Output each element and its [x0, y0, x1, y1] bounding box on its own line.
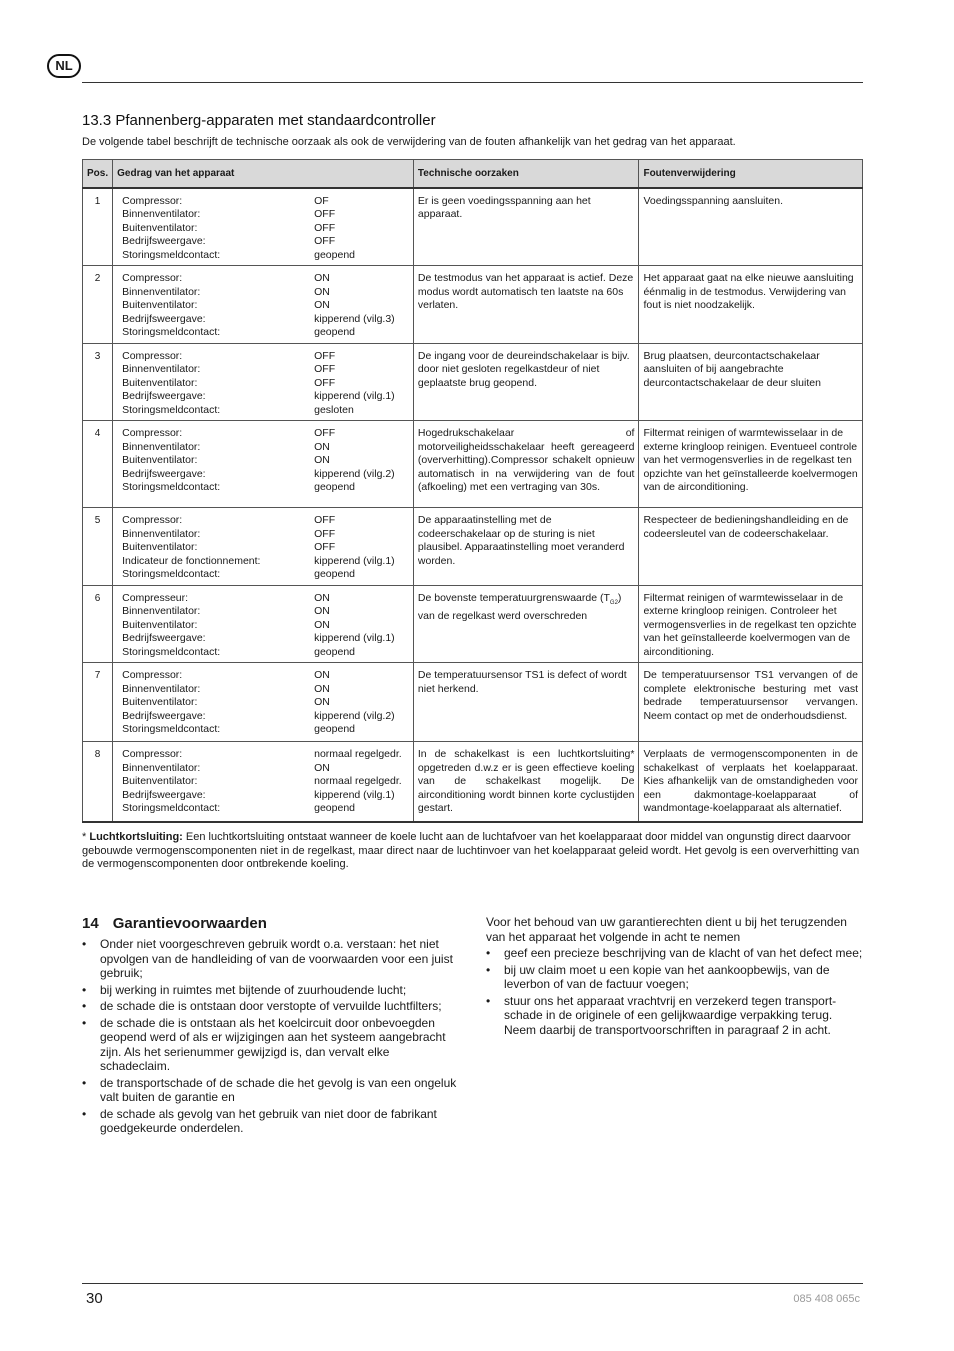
behavior-line: [122, 541, 409, 555]
behavior-value: ON: [314, 618, 330, 631]
table-row: [83, 421, 863, 508]
row-behavior: [113, 663, 414, 742]
behavior-key: Compressor:: [122, 427, 183, 439]
row-remedy: Filtermat reinigen of warmtewisselaar in de externe kringloop reinigen. Eventueel controle van het vermogensverlies in de regelkast ten opzichte van het geïnstalleerde koelvermogen van de airconditioning.: [639, 421, 863, 508]
behavior-line: [122, 363, 409, 377]
table-row: [83, 742, 863, 822]
list-item-text: de schade die is ontstaan als het koelcircuit door onbevoegden geopend werd of als er wijzigingen aan het systeem aangebracht zijn. Als het serienummer gewijzigd is, dan vervalt elke schadeclaim.: [100, 1015, 446, 1073]
list-item: [82, 937, 458, 981]
behavior-value: ON: [314, 682, 330, 695]
row-remedy: Verplaats de vermogenscomponenten in de schakelkast of verplaats het koelapparaat. Kies afhankelijk van de omstandigheden voor een dakmontage-koelapparaat of wandmontage-koelapparaat als alternatief.: [639, 742, 863, 822]
behavior-line: [122, 313, 409, 327]
row-behavior: [113, 188, 414, 266]
warranty-left-list: [82, 937, 458, 1136]
document-code: 085 408 065c: [793, 1293, 860, 1305]
behavior-line: [122, 468, 409, 482]
list-item-text: geef een precieze beschrijving van de klacht of van het defect mee;: [504, 946, 863, 960]
behavior-line: [122, 208, 409, 222]
behavior-line: [122, 514, 409, 528]
behavior-key: Storingsmeldcontact:: [122, 481, 221, 493]
bullet-glyph: •: [82, 1015, 87, 1030]
behavior-value: OFF: [314, 527, 336, 540]
row-remedy: Het apparaat gaat na elke nieuwe aansluiting éénmalig in de testmodus. Verwijdering van fout is niet noodzakelijk.: [639, 266, 863, 344]
behavior-key: Storingsmeldcontact:: [122, 802, 221, 814]
list-item: [82, 1107, 458, 1136]
behavior-value: ON: [314, 285, 330, 298]
behavior-key: Buitenventilator:: [122, 454, 198, 466]
row-pos: 3: [83, 343, 113, 421]
header-remedy: Foutenverwijdering: [639, 160, 863, 188]
row-pos: 4: [83, 421, 113, 508]
behavior-value: geopend: [314, 481, 356, 493]
row-pos: 6: [83, 585, 113, 663]
footnote: [82, 831, 864, 872]
behavior-key: Compressor:: [122, 669, 183, 681]
behavior-key: Storingsmeldcontact:: [122, 645, 221, 658]
behavior-line: [122, 222, 409, 236]
table-row: [83, 508, 863, 586]
behavior-value: OFF: [314, 349, 336, 362]
row-cause: Hogedrukschakelaar of motorveiligheidsschakelaar heeft gereageerd (oververhitting).Compressor schakelt opnieuw automatisch in na verwijdering van de fout (afkoeling) met een vertraging van 30s.: [413, 421, 639, 508]
behavior-value: normaal regelgedr.: [314, 748, 402, 760]
row-behavior: [113, 508, 414, 586]
list-item-text: stuur ons het apparaat vrachtvrij en verzekerd tegen transport-schade in de originele of een gelijkwaardige verpakking terug. Neem daarbij de transportvoorschriften in paragraaf 2 in acht.: [504, 993, 837, 1037]
list-item-text: Onder niet voorgeschreven gebruik wordt o.a. verstaan: het niet opvolgen van de handleiding of van de voorwaarden voor een juist gebruik;: [100, 937, 453, 980]
row-behavior: [113, 343, 414, 421]
row-cause: De ingang voor de deureindschakelaar is bijv. door niet gesloten regelkastdeur of niet geplaatste brug geopend.: [413, 343, 639, 421]
behavior-key: Binnenventilator:: [122, 761, 201, 774]
behavior-value: geopend: [314, 248, 356, 261]
bullet-glyph: •: [82, 999, 87, 1013]
row-remedy: De temperatuursensor TS1 vervangen of de complete elektronische besturing met vast bedrade temperatuursensor vervangen. Neem contact op met de onderhoudsdienst.: [639, 663, 863, 742]
behavior-value: OF: [314, 194, 329, 207]
behavior-value: geopend: [314, 802, 356, 814]
behavior-line: [122, 427, 409, 441]
page-number: 30: [86, 1290, 103, 1307]
behavior-value: ON: [314, 605, 330, 617]
behavior-key: Bedrijfsweergave:: [122, 467, 206, 480]
row-cause: De temperatuursensor TS1 is defect of wordt niet herkend.: [413, 663, 639, 742]
behavior-value: ON: [314, 591, 330, 604]
behavior-line: [122, 710, 409, 724]
table-row: [83, 585, 863, 663]
section-title: 13.3 Pfannenberg-apparaten met standaardcontroller: [82, 112, 436, 129]
behavior-value: OFF: [314, 363, 336, 375]
cause-text-end: ) van de regelkast werd overschreden: [417, 591, 622, 623]
list-item-text: de transportschade of de schade die het gevolg is van een ongeluk valt buiten de garantie en: [100, 1075, 457, 1104]
header-behavior: Gedrag van het apparaat: [113, 160, 414, 188]
bullet-glyph: •: [486, 993, 491, 1008]
behavior-line: [122, 669, 409, 683]
behavior-key: Storingsmeldcontact:: [122, 568, 221, 580]
behavior-value: OFF: [314, 235, 336, 247]
behavior-line: [122, 195, 409, 209]
behavior-line: [122, 441, 409, 455]
behavior-value: kipperend (vilg.2): [314, 467, 395, 480]
row-cause: [413, 585, 639, 663]
behavior-key: Compressor:: [122, 349, 183, 362]
behavior-key: Buitenventilator:: [122, 775, 198, 787]
behavior-line: [122, 646, 409, 660]
bullet-glyph: •: [486, 946, 491, 960]
behavior-value: OFF: [314, 541, 336, 553]
behavior-key: Bedrijfsweergave:: [122, 788, 206, 801]
list-item: [486, 946, 864, 961]
behavior-line: [122, 775, 409, 789]
row-pos: 7: [83, 663, 113, 742]
behavior-line: [122, 632, 409, 646]
behavior-line: [122, 555, 409, 569]
row-behavior: [113, 266, 414, 344]
behavior-key: Bedrijfsweergave:: [122, 709, 206, 722]
behavior-value: kipperend (vilg.1): [314, 632, 395, 644]
behavior-key: Bedrijfsweergave:: [122, 235, 206, 247]
behavior-key: Binnenventilator:: [122, 208, 201, 220]
behavior-key: Compresseur:: [122, 591, 189, 604]
warranty-heading: [82, 915, 267, 932]
warranty-right-list: [486, 946, 864, 1037]
behavior-key: Buitenventilator:: [122, 618, 198, 631]
behavior-value: geopend: [314, 723, 356, 735]
behavior-value: ON: [314, 272, 330, 284]
behavior-line: [122, 683, 409, 697]
behavior-value: OFF: [314, 376, 336, 389]
behavior-key: Compressor:: [122, 748, 183, 760]
list-item: [82, 1016, 458, 1074]
behavior-line: [122, 235, 409, 249]
header-divider: [82, 82, 863, 83]
behavior-key: Binnenventilator:: [122, 605, 201, 617]
list-item: [486, 963, 864, 992]
behavior-value: OFF: [314, 208, 336, 220]
behavior-value: ON: [314, 669, 330, 681]
bullet-glyph: •: [82, 937, 87, 951]
list-item-text: de schade die is ontstaan door verstopte of vervuilde luchtfilters;: [100, 999, 442, 1013]
row-pos: 5: [83, 508, 113, 586]
behavior-key: Compressor:: [122, 272, 183, 284]
behavior-line: [122, 481, 409, 495]
table-body: [83, 188, 863, 822]
list-item: [82, 1076, 458, 1105]
behavior-value: OFF: [314, 514, 336, 526]
behavior-key: Binnenventilator:: [122, 527, 201, 540]
list-item-text: bij uw claim moet u een kopie van het aankoopbewijs, van de leverbon of van de factuur voegen;: [504, 962, 830, 991]
behavior-value: geopend: [314, 326, 356, 338]
bullet-glyph: •: [486, 962, 491, 977]
row-cause: In de schakelkast is een luchtkortsluiting* opgetreden d.w.z er is geen effectieve koeling van de schakelkast mogelijk. De airconditioning wordt binnen korte cyclustijden gestart.: [413, 742, 639, 822]
behavior-line: [122, 605, 409, 619]
table-row: [83, 266, 863, 344]
warranty-title: Garantievoorwaarden: [112, 915, 267, 932]
behavior-key: Buitenventilator:: [122, 696, 198, 708]
behavior-value: kipperend (vilg.1): [314, 554, 395, 567]
behavior-line: [122, 299, 409, 313]
behavior-line: [122, 528, 409, 542]
warranty-left-column: [82, 937, 458, 1138]
row-cause: De apparaatinstelling met de codeerschakelaar op de sturing is niet plausibel. Apparaatinstelling moet veranderd worden.: [413, 508, 639, 586]
behavior-value: kipperend (vilg.3): [314, 312, 395, 325]
row-remedy: Voedingsspanning aansluiten.: [639, 188, 863, 266]
behavior-line: [122, 454, 409, 468]
behavior-value: kipperend (vilg.1): [314, 788, 395, 801]
cause-subscript: G2: [609, 599, 618, 606]
behavior-value: kipperend (vilg.1): [314, 390, 395, 402]
behavior-key: Storingsmeldcontact:: [122, 403, 221, 416]
warranty-right-column: [486, 915, 864, 1039]
list-item: [486, 994, 864, 1038]
behavior-value: OFF: [314, 427, 336, 439]
cause-text-start: De bovenste temperatuurgrenswaarde (T: [417, 591, 610, 604]
behavior-key: Buitenventilator:: [122, 541, 198, 553]
behavior-line: [122, 802, 409, 816]
behavior-line: [122, 390, 409, 404]
behavior-value: kipperend (vilg.2): [314, 709, 395, 722]
behavior-key: Binnenventilator:: [122, 440, 201, 453]
behavior-key: Buitenventilator:: [122, 376, 198, 389]
behavior-value: normaal regelgedr.: [314, 775, 402, 787]
table-row: [83, 188, 863, 266]
row-behavior: [113, 585, 414, 663]
language-badge: NL: [47, 54, 81, 78]
behavior-value: ON: [314, 440, 330, 453]
table-row: [83, 343, 863, 421]
fault-table: [82, 159, 863, 823]
behavior-line: [122, 377, 409, 391]
behavior-line: [122, 748, 409, 762]
behavior-value: gesloten: [314, 403, 354, 416]
behavior-key: Bedrijfsweergave:: [122, 390, 206, 402]
behavior-line: [122, 249, 409, 263]
behavior-line: [122, 350, 409, 364]
behavior-key: Buitenventilator:: [122, 299, 198, 311]
list-item-text: bij werking in ruimtes met bijtende of zuurhoudende lucht;: [100, 982, 407, 997]
behavior-line: [122, 286, 409, 300]
behavior-line: [122, 762, 409, 776]
bullet-glyph: •: [82, 1075, 87, 1090]
behavior-key: Bedrijfsweergave:: [122, 632, 206, 644]
behavior-value: ON: [314, 454, 330, 466]
header-pos: Pos.: [83, 160, 113, 188]
behavior-key: Binnenventilator:: [122, 682, 201, 695]
behavior-line: [122, 723, 409, 737]
row-behavior: [113, 421, 414, 508]
behavior-key: Buitenventilator:: [122, 221, 198, 234]
row-cause: Er is geen voedingsspanning aan het apparaat.: [413, 188, 639, 266]
bullet-glyph: •: [82, 1106, 87, 1121]
row-cause: De testmodus van het apparaat is actief. Deze modus wordt automatisch ten laatste na 60s verlaten.: [413, 266, 639, 344]
behavior-key: Binnenventilator:: [122, 285, 201, 298]
behavior-key: Storingsmeldcontact:: [122, 723, 221, 735]
behavior-line: [122, 592, 409, 606]
behavior-value: geopend: [314, 568, 356, 580]
behavior-key: Compressor:: [122, 514, 183, 526]
row-pos: 8: [83, 742, 113, 822]
footnote-label: Luchtkortsluiting:: [89, 831, 183, 843]
warranty-number: 14: [82, 915, 99, 932]
behavior-line: [122, 789, 409, 803]
row-remedy: Brug plaatsen, deurcontactschakelaar aansluiten of bij aangebrachte deurcontactschakelaar de deur sluiten: [639, 343, 863, 421]
footer-divider: [82, 1283, 863, 1284]
behavior-line: [122, 619, 409, 633]
warranty-right-intro: Voor het behoud van uw garantierechten dient u bij het terugzenden van het apparaat het volgende in acht te nemen: [486, 915, 847, 944]
behavior-key: Compressor:: [122, 194, 183, 207]
behavior-value: OFF: [314, 221, 336, 234]
section-intro: De volgende tabel beschrijft de technische oorzaak als ook de verwijdering van de fouten afhankelijk van het gedrag van het apparaat.: [82, 136, 736, 148]
row-pos: 1: [83, 188, 113, 266]
behavior-value: ON: [314, 761, 330, 774]
behavior-value: ON: [314, 696, 330, 708]
table-header-row: [83, 160, 863, 188]
behavior-line: [122, 272, 409, 286]
behavior-line: [122, 568, 409, 582]
header-cause: Technische oorzaken: [413, 160, 639, 188]
behavior-key: Indicateur de fonctionnement:: [122, 554, 261, 567]
behavior-line: [122, 404, 409, 418]
row-behavior: [113, 742, 414, 822]
behavior-line: [122, 696, 409, 710]
behavior-line: [122, 326, 409, 340]
footnote-text: Een luchtkortsluiting ontstaat wanneer de koele lucht aan de luchtafvoer van het koelapparaat door middel van ongunstig direct daarvoor gebouwde vermogenscomponenten niet in de regelkast, maar direct naar de luchtinvoer van het koelapparaat geleid wordt. Het gevolg is een oververhitting van de vermogenscomponenten door ontbrekende koeling.: [82, 831, 860, 870]
list-item: [82, 983, 458, 998]
row-pos: 2: [83, 266, 113, 344]
list-item: [82, 999, 458, 1014]
behavior-key: Bedrijfsweergave:: [122, 312, 206, 325]
behavior-value: ON: [314, 299, 330, 311]
row-remedy: Filtermat reinigen of warmtewisselaar in de externe kringloop reinigen. Controleer het vermogensverlies in de regelkast ten opzichte van het geïnstalleerde koelvermogen van de airconditioning.: [639, 585, 863, 663]
behavior-key: Storingsmeldcontact:: [122, 248, 221, 261]
bullet-glyph: •: [82, 982, 87, 997]
row-remedy: Respecteer de bedieningshandleiding en de codeersleutel van de codeerschakelaar.: [639, 508, 863, 586]
behavior-key: Binnenventilator:: [122, 363, 201, 375]
behavior-key: Storingsmeldcontact:: [122, 326, 221, 338]
table-row: [83, 663, 863, 742]
footnote-marker: *: [82, 831, 87, 843]
list-item-text: de schade als gevolg van het gebruik van niet door de fabrikant goedgekeurde onderdelen.: [100, 1106, 437, 1135]
behavior-value: geopend: [314, 645, 356, 658]
